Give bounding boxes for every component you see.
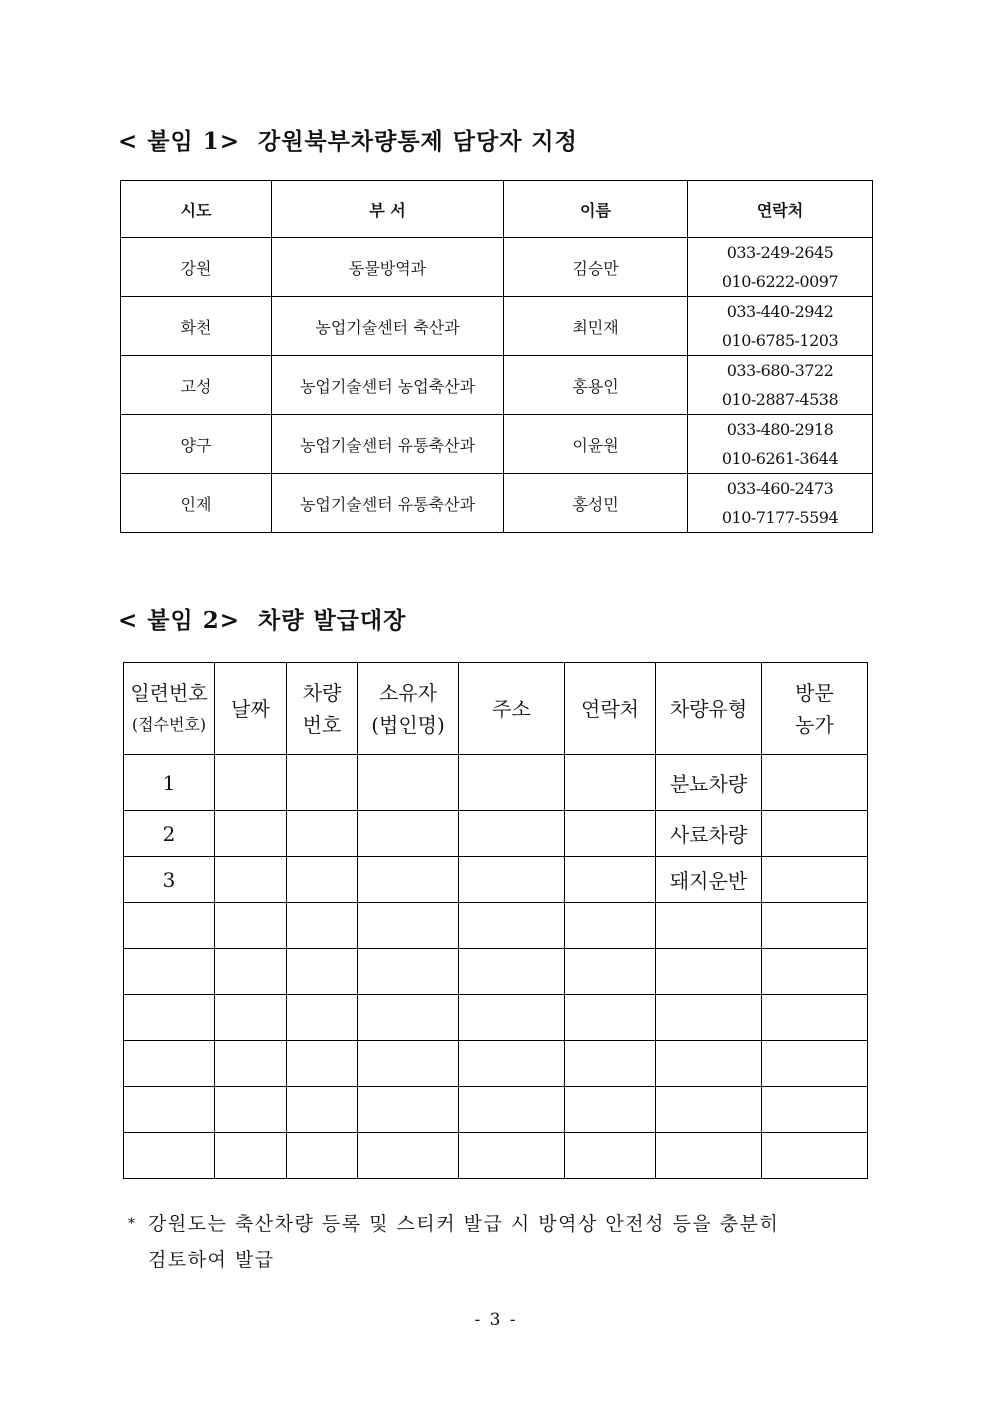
table-row [124,755,868,811]
header-date: 날짜 [215,663,287,755]
cell-serial: 1 [124,755,215,811]
cell-date [215,1133,287,1179]
cell-vehicle-type: 분뇨차량 [656,755,762,811]
cell-vehicle-type [656,1087,762,1133]
cell-visited-farm [762,1041,868,1087]
footnote-text-line1: 강원도는 축산차량 등록 및 스티커 발급 시 방역상 안전성 등을 충분히 [148,1213,780,1235]
cell-owner [358,903,459,949]
cell-owner [358,857,459,903]
header-owner-line2: (법인명) [371,712,445,737]
header-serial [124,663,215,755]
cell-vehicle-number [287,811,358,857]
cell-vehicle-type [656,1041,762,1087]
header-contact: 연락처 [688,181,873,238]
cell-contact [565,811,656,857]
cell-serial [124,995,215,1041]
cell-visited-farm [762,857,868,903]
cell-date [215,1041,287,1087]
cell-owner [358,1087,459,1133]
phone-office: 033-249-2645 [726,243,834,262]
table-row [121,297,873,356]
cell-owner [358,1041,459,1087]
header-vehicle-number [287,663,358,755]
cell-owner [358,811,459,857]
cell-address [459,1041,565,1087]
header-owner-line1: 소유자 [379,680,437,705]
cell-dept: 농업기술센터 유통축산과 [272,474,504,533]
header-visited-farm [762,663,868,755]
cell-owner [358,1133,459,1179]
cell-vehicle-number [287,1087,358,1133]
cell-contact [565,857,656,903]
cell-serial [124,1041,215,1087]
cell-serial [124,1133,215,1179]
cell-region: 화천 [121,297,272,356]
cell-address [459,903,565,949]
cell-contact [688,297,873,356]
header-serial-line2: (접수번호) [131,714,207,734]
cell-region: 인제 [121,474,272,533]
header-vehicle-number-line2: 번호 [302,712,342,737]
table-row [124,1041,868,1087]
cell-contact [688,415,873,474]
cell-contact [565,1041,656,1087]
cell-contact [565,995,656,1041]
cell-vehicle-type [656,903,762,949]
cell-address [459,995,565,1041]
header-visited-farm-line2: 농가 [795,712,834,737]
cell-vehicle-number [287,995,358,1041]
cell-name: 김승만 [504,238,688,297]
table-row [124,1133,868,1179]
cell-owner [358,995,459,1041]
table-row [121,474,873,533]
cell-date [215,857,287,903]
table-row [124,857,868,903]
cell-owner [358,949,459,995]
cell-visited-farm [762,811,868,857]
header-contact: 연락처 [565,663,656,755]
cell-vehicle-number [287,857,358,903]
cell-vehicle-type: 사료차량 [656,811,762,857]
cell-vehicle-number [287,1041,358,1087]
footnote-text-line2: 검토하여 발급 [148,1249,275,1271]
asterisk-mark: * [128,1216,137,1232]
cell-region: 강원 [121,238,272,297]
cell-serial [124,1087,215,1133]
cell-vehicle-type [656,995,762,1041]
cell-date [215,995,287,1041]
table-header-row [121,181,873,238]
cell-visited-farm [762,1133,868,1179]
table-row [124,903,868,949]
cell-address [459,1133,565,1179]
table-row [124,949,868,995]
header-serial-line1: 일련번호 [130,680,208,705]
table-row [121,415,873,474]
cell-vehicle-type [656,1133,762,1179]
cell-visited-farm [762,755,868,811]
cell-contact [565,949,656,995]
phone-mobile: 010-2887-4538 [721,390,839,409]
contact-table [120,180,873,533]
cell-vehicle-number [287,1133,358,1179]
cell-address [459,857,565,903]
page-number: - 3 - [474,1310,518,1330]
cell-vehicle-type: 돼지운반 [656,857,762,903]
cell-contact [688,356,873,415]
table-row [124,995,868,1041]
cell-contact [688,474,873,533]
cell-contact [565,1087,656,1133]
cell-visited-farm [762,995,868,1041]
cell-vehicle-type [656,949,762,995]
cell-owner [358,755,459,811]
header-region: 시도 [121,181,272,238]
phone-office: 033-680-3722 [726,361,834,380]
cell-serial: 2 [124,811,215,857]
section1-title: < 붙임 1> 강원북부차량통제 담당자 지정 [118,128,578,155]
phone-mobile: 010-6261-3644 [721,449,839,468]
cell-dept: 농업기술센터 축산과 [272,297,504,356]
cell-date [215,755,287,811]
phone-mobile: 010-6785-1203 [721,331,839,350]
cell-serial: 3 [124,857,215,903]
cell-contact [565,755,656,811]
table-row [124,1087,868,1133]
cell-contact [688,238,873,297]
table-row [121,356,873,415]
cell-address [459,949,565,995]
cell-vehicle-number [287,755,358,811]
phone-office: 033-480-2918 [726,420,834,439]
cell-serial [124,949,215,995]
cell-dept: 농업기술센터 유통축산과 [272,415,504,474]
cell-visited-farm [762,903,868,949]
table-row [121,238,873,297]
cell-date [215,1087,287,1133]
cell-name: 이윤원 [504,415,688,474]
header-visited-farm-line1: 방문 [795,680,834,705]
table-row [124,811,868,857]
cell-date [215,949,287,995]
cell-visited-farm [762,949,868,995]
cell-dept: 동물방역과 [272,238,504,297]
phone-mobile: 010-6222-0097 [721,272,839,291]
cell-dept: 농업기술센터 농업축산과 [272,356,504,415]
cell-name: 최민재 [504,297,688,356]
footnote [128,1206,868,1278]
phone-mobile: 010-7177-5594 [721,508,839,527]
phone-office: 033-440-2942 [726,302,834,321]
header-vehicle-type: 차량유형 [656,663,762,755]
footnote-line1 [128,1206,868,1242]
cell-name: 홍용인 [504,356,688,415]
header-name: 이름 [504,181,688,238]
vehicle-issuance-ledger-table [123,662,868,1179]
section2-title: < 붙임 2> 차량 발급대장 [118,607,407,634]
cell-address [459,811,565,857]
cell-date [215,811,287,857]
table-header-row [124,663,868,755]
phone-office: 033-460-2473 [726,479,834,498]
header-owner [358,663,459,755]
cell-name: 홍성민 [504,474,688,533]
cell-vehicle-number [287,949,358,995]
cell-serial [124,903,215,949]
cell-contact [565,1133,656,1179]
cell-visited-farm [762,1087,868,1133]
cell-region: 양구 [121,415,272,474]
cell-address [459,1087,565,1133]
header-vehicle-number-line1: 차량 [302,680,342,705]
cell-date [215,903,287,949]
cell-vehicle-number [287,903,358,949]
header-address: 주소 [459,663,565,755]
cell-contact [565,903,656,949]
cell-region: 고성 [121,356,272,415]
header-dept: 부 서 [272,181,504,238]
cell-address [459,755,565,811]
